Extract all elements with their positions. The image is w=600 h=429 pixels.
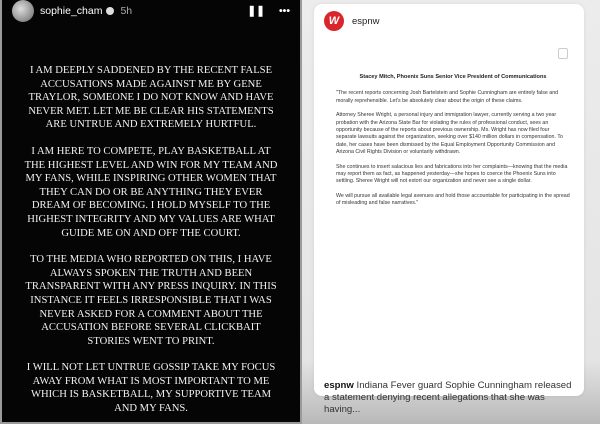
story-header	[12, 0, 290, 22]
release-paragraph: She continues to insert salacious lies and fabrications into her complaints—knowing that the media may report them as fact, as happened yesterday—she hopes to coerce the Phoenix Suns into settling. Sheree Wright will not extort our organization and never see a single dollar.	[336, 163, 568, 185]
caption-username[interactable]: espnw	[324, 380, 354, 391]
timestamp: 5h	[120, 5, 133, 17]
statement-paragraph: I AM DEEPLY SADDENED BY THE RECENT FALSE ACCUSATIONS MADE AGAINST ME BY GENE TRAYLOR, SOMEONE I DO NOT KNOW AND HAVE NEVER MET. LET ME BE CLEAR HIS STATEMENTS ARE UNTRUE AND EXTREMELY HURTFUL.	[28, 65, 274, 131]
instagram-story-panel	[0, 0, 302, 424]
press-release	[336, 74, 570, 215]
caption-text: Indiana Fever guard Sophie Cunningham released a statement denying recent allegations that she was having...	[324, 380, 572, 415]
username[interactable]: sophie_cham	[40, 5, 103, 17]
espnw-post-panel	[302, 0, 600, 424]
avatar[interactable]	[12, 0, 34, 22]
more-options-icon[interactable]: •••	[278, 5, 290, 17]
statement-paragraph: I AM HERE TO COMPETE, PLAY BASKETBALL AT THE HIGHEST LEVEL AND WIN FOR MY TEAM AND MY FANS, WHILE INSPIRING OTHER WOMEN THAT THEY CAN DO OR BE ANYTHING THEY EVER DREAM OF BECOMING. I HOLD MYSELF TO THE HIGHEST INTEGRITY AND MY VALUES ARE WHAT GUIDE ME ON AND OFF THE COURT.	[24, 145, 278, 239]
release-paragraph: "The recent reports concerning Josh Bartelstein and Sophie Cunningham are entirely false and morally reprehensible. Let's be absolutely clear about the origin of these claims.	[336, 90, 559, 104]
release-paragraph: We will pursue all available legal avenues and hold those accountable for participating in the spread of misleading and false narratives."	[336, 192, 570, 207]
post-caption	[324, 380, 578, 416]
statement-paragraph: I WILL NOT LET UNTRUE GOSSIP TAKE MY FOCUS AWAY FROM WHAT IS MOST IMPORTANT TO ME WHICH IS BASKETBALL, MY SUPPORTIVE TEAM AND MY FANS.	[26, 362, 276, 415]
bookmark-icon[interactable]	[558, 48, 568, 59]
username[interactable]: espnw	[352, 15, 380, 27]
post-header	[324, 11, 379, 31]
post-card	[314, 4, 584, 415]
release-title: Stacey Mitch, Phoenix Suns Senior Vice President of Communications	[359, 74, 547, 80]
statement-paragraph: TO THE MEDIA WHO REPORTED ON THIS, I HAVE ALWAYS SPOKEN THE TRUTH AND BEEN TRANSPARENT WITH ANY PRESS INQUIRY. IN THIS INSTANCE IT FEELS IRRESPONSIBLE THAT I WAS NEVER ASKED FOR A COMMENT ABOUT THE ACCUSATION BEFORE SEVERAL CLICKBAIT STORIES WENT TO PRINT.	[25, 254, 277, 347]
pause-icon[interactable]: ❚❚	[247, 5, 265, 17]
release-paragraph: Attorney Sheree Wright, a personal injury and immigration lawyer, currently serving a two year probation with the Arizona State Bar for violating the rules of professional conduct, sees an opportunity because of the reports about previous ownership. Ms. Wright has now filed four separate lawsuits against the organization, seeking over $140 million dollars in compensation. To date, her cases have been dismissed by the Equal Employment Opportunity Commission and Arizona Civil Rights Division or voluntarily withdrawn.	[336, 112, 563, 156]
verified-icon	[106, 7, 114, 15]
espnw-logo[interactable]: W	[324, 11, 344, 31]
statement-text	[20, 64, 282, 429]
